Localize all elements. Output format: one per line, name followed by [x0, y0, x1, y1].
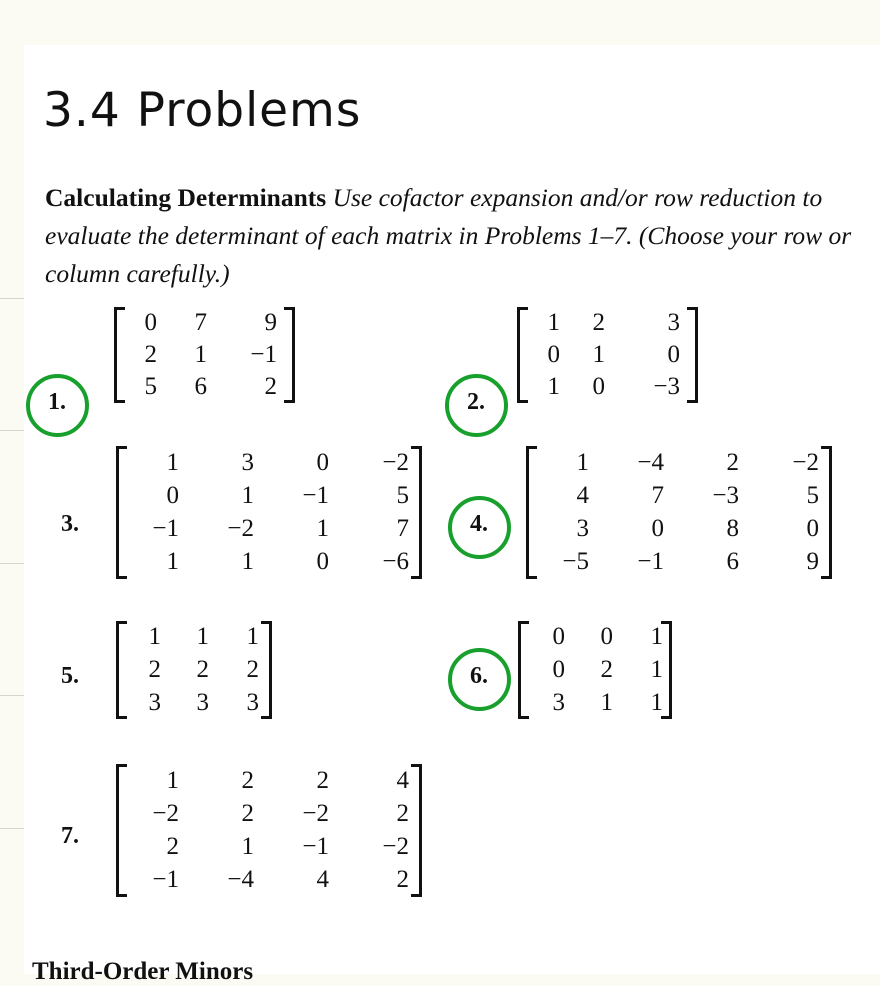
matrix-entry: 9	[264, 309, 277, 336]
problem-number: 6.	[470, 663, 488, 689]
matrix-entry: 2	[241, 799, 254, 827]
matrix-entry: −1	[152, 866, 179, 894]
matrix-entry: 1	[166, 448, 179, 476]
matrix-entry: 6	[726, 548, 739, 576]
matrix	[518, 621, 672, 719]
instructions-heading: Calculating Determinants	[45, 183, 327, 212]
matrix-entry: 2	[316, 766, 329, 794]
matrix-entry: 2	[396, 866, 409, 894]
matrix-entry: 1	[241, 548, 254, 576]
matrix-entry: −2	[382, 833, 409, 861]
matrix	[114, 307, 295, 403]
matrix-entry: 1	[316, 515, 329, 543]
matrix	[517, 307, 698, 403]
background-rule	[0, 430, 24, 431]
matrix-entry: 0	[166, 481, 179, 509]
matrix-entry: 7	[651, 481, 664, 509]
matrix-entry: −1	[302, 481, 329, 509]
matrix-entry: 7	[194, 309, 207, 336]
matrix-entry: 5	[806, 481, 819, 509]
background-rule	[0, 563, 24, 564]
matrix-entry: 2	[264, 373, 277, 400]
matrix-entry: −1	[302, 833, 329, 861]
matrix-entry: 2	[600, 655, 613, 683]
matrix-entry: 1	[592, 341, 605, 368]
matrix-entry: 1	[166, 548, 179, 576]
matrix-entry: 2	[241, 766, 254, 794]
matrix-entry: 1	[650, 623, 663, 651]
matrix	[526, 446, 832, 579]
matrix-entry: 1	[148, 623, 161, 651]
matrix-entry: 3	[667, 309, 680, 336]
matrix-entry: 4	[576, 481, 589, 509]
matrix-entry: −1	[250, 341, 277, 368]
matrix-entry: 3	[552, 688, 565, 716]
matrix-entry: 1	[547, 373, 560, 400]
matrix-entry: 2	[148, 655, 161, 683]
problem-number: 2.	[467, 389, 485, 415]
matrix-entry: 2	[592, 309, 605, 336]
matrix-entry: 1	[246, 623, 259, 651]
matrix-entry: 3	[148, 688, 161, 716]
matrix-entry: −6	[382, 548, 409, 576]
matrix-entry: 2	[144, 341, 157, 368]
matrix-entry: 2	[396, 799, 409, 827]
problem-number: 3.	[61, 511, 79, 537]
matrix-entry: 7	[396, 515, 409, 543]
matrix-entry: −2	[382, 448, 409, 476]
matrix-entry: 1	[650, 688, 663, 716]
matrix-entry: −2	[227, 515, 254, 543]
matrix-entry: 0	[667, 341, 680, 368]
matrix-entry: 2	[246, 655, 259, 683]
matrix-entry: −3	[653, 373, 680, 400]
matrix-entry: −2	[152, 799, 179, 827]
matrix-entry: −1	[152, 515, 179, 543]
matrix-entry: 3	[241, 448, 254, 476]
matrix-entry: 1	[196, 623, 209, 651]
matrix	[116, 446, 422, 579]
background-rule	[0, 695, 24, 696]
matrix-entry: 2	[166, 833, 179, 861]
problem-number: 5.	[61, 663, 79, 689]
background-rule	[0, 298, 24, 299]
matrix-entry: −1	[637, 548, 664, 576]
matrix-entry: 0	[547, 341, 560, 368]
matrix-entry: 1	[650, 655, 663, 683]
matrix-entry: 3	[246, 688, 259, 716]
matrix-entry: −5	[562, 548, 589, 576]
matrix-entry: 0	[552, 623, 565, 651]
matrix-entry: 0	[592, 373, 605, 400]
matrix-entry: 0	[316, 448, 329, 476]
matrix-entry: 0	[144, 309, 157, 336]
instructions	[45, 179, 865, 293]
matrix-entry: 8	[726, 515, 739, 543]
matrix-entry: 2	[196, 655, 209, 683]
matrix-entry: 0	[316, 548, 329, 576]
matrix-entry: 5	[144, 373, 157, 400]
matrix-entry: 9	[806, 548, 819, 576]
matrix	[116, 764, 422, 897]
section-title: 3.4 Problems	[43, 83, 362, 138]
matrix-entry: 4	[316, 866, 329, 894]
matrix-entry: 0	[600, 623, 613, 651]
matrix-entry: −4	[637, 448, 664, 476]
matrix	[116, 621, 272, 719]
matrix-entry: −2	[792, 448, 819, 476]
matrix-entry: 2	[726, 448, 739, 476]
background-rule	[0, 828, 24, 829]
problem-number: 4.	[470, 511, 488, 537]
textbook-page	[24, 45, 880, 985]
matrix-entry: 1	[194, 341, 207, 368]
matrix-entry: −4	[227, 866, 254, 894]
matrix-entry: 1	[576, 448, 589, 476]
matrix-entry: 1	[166, 766, 179, 794]
matrix-entry: 3	[196, 688, 209, 716]
matrix-entry: 1	[547, 309, 560, 336]
problem-number: 7.	[61, 823, 79, 849]
matrix-entry: 1	[241, 481, 254, 509]
matrix-entry: 5	[396, 481, 409, 509]
matrix-entry: 0	[651, 515, 664, 543]
matrix-entry: −2	[302, 799, 329, 827]
matrix-entry: −3	[712, 481, 739, 509]
matrix-entry: 1	[241, 833, 254, 861]
matrix-entry: 1	[600, 688, 613, 716]
matrix-entry: 0	[552, 655, 565, 683]
matrix-entry: 0	[806, 515, 819, 543]
matrix-entry: 3	[576, 515, 589, 543]
instructions-text: Use cofactor expansion and/or row reduction to evaluate the determinant of each matrix in Problems 1–7. (Choose your row or column carefully.)	[45, 183, 852, 288]
next-section-heading: Third-Order Minors	[32, 958, 254, 985]
problem-number: 1.	[48, 389, 66, 415]
matrix-entry: 4	[396, 766, 409, 794]
matrix-entry: 6	[194, 373, 207, 400]
